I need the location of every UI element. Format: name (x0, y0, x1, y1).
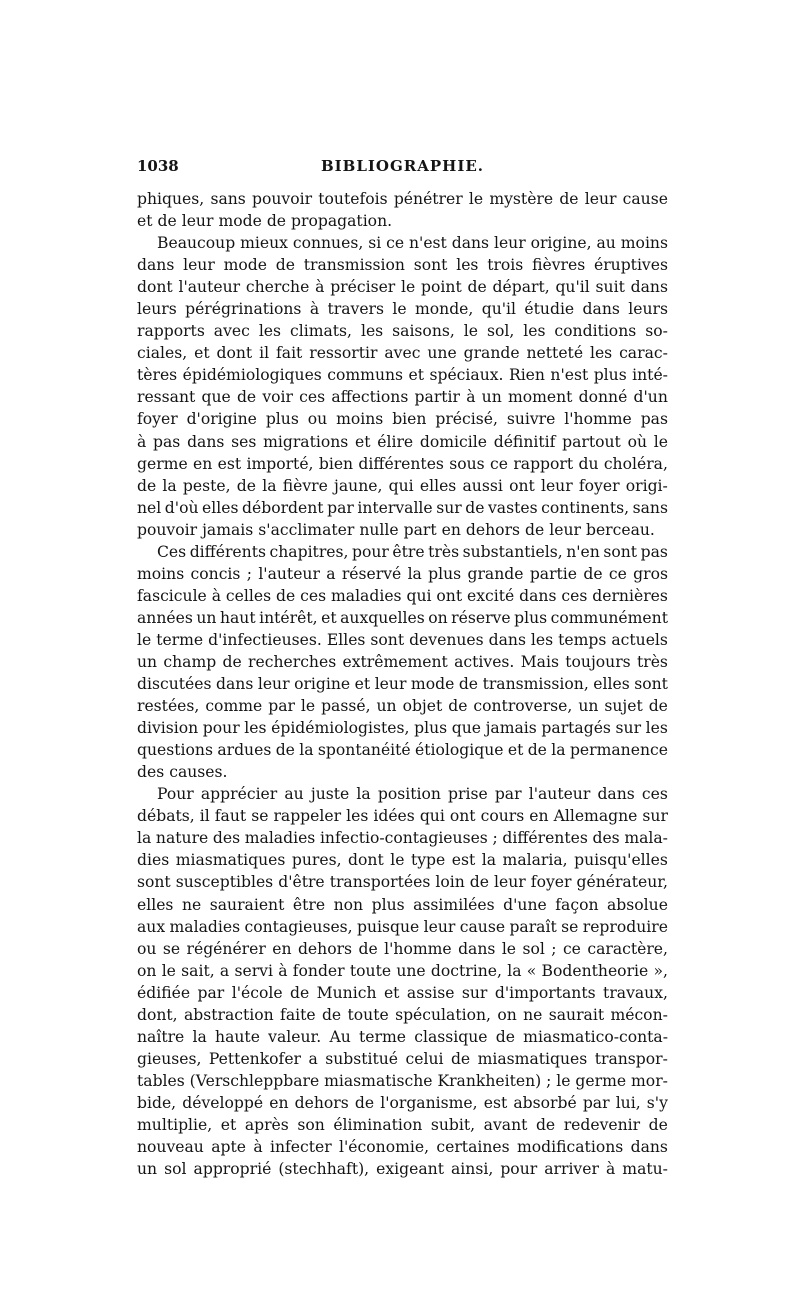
text-line: germe en est importé, bien différentes sous ce rapport du choléra, (137, 454, 668, 473)
text-line: Beaucoup mieux connues, si ce n'est dans leur origine, au moins (157, 234, 668, 253)
text-line: un sol approprié (stechhaft), exigeant ainsi, pour arriver à matu- (137, 1160, 668, 1179)
text-line: un champ de recherches extrêmement actives. Mais toujours très (137, 652, 668, 671)
page-header (137, 157, 668, 179)
text-line: sont susceptibles d'être transportées loin de leur foyer générateur, (137, 873, 668, 892)
text-line: dont l'auteur cherche à préciser le point de départ, qu'il suit dans (137, 278, 668, 297)
running-title: BIBLIOGRAPHIE. (320, 157, 485, 175)
text-line: moins concis ; l'auteur a réservé la plus grande partie de ce gros (137, 564, 668, 583)
text-line: discutées dans leur origine et leur mode de transmission, elles sont (137, 675, 668, 694)
body-text (137, 188, 668, 1180)
text-line: aux maladies contagieuses, puisque leur cause paraît se reproduire (137, 917, 668, 936)
text-line: pouvoir jamais s'acclimater nulle part en dehors de leur berceau. (137, 520, 655, 539)
text-line: nouveau apte à infecter l'économie, certaines modifications dans (137, 1138, 668, 1157)
text-line: ciales, et dont il fait ressortir avec une grande netteté les carac- (137, 344, 668, 363)
text-line: division pour les épidémiologistes, plus que jamais partagés sur les (137, 719, 668, 738)
text-line: ou se régénérer en dehors de l'homme dans le sol ; ce caractère, (137, 939, 668, 958)
text-line: on le sait, a servi à fonder toute une doctrine, la « Bodentheorie », (137, 961, 668, 980)
text-line: à pas dans ses migrations et élire domicile définitif partout où le (137, 432, 668, 451)
text-line: de la peste, de la fièvre jaune, qui elles aussi ont leur foyer origi- (137, 476, 668, 495)
text-line: fascicule à celles de ces maladies qui ont excité dans ces dernières (137, 586, 668, 605)
text-line: Ces différents chapitres, pour être très substantiels, n'en sont pas (157, 542, 668, 561)
text-line: et de leur mode de propagation. (137, 212, 393, 231)
text-line: tables (Verschleppbare miasmatische Krankheiten) ; le germe mor- (137, 1071, 668, 1090)
text-line: édifiée par l'école de Munich et assise sur d'importants travaux, (137, 983, 668, 1002)
text-line: gieuses, Pettenkofer a substitué celui de miasmatiques transpor- (137, 1049, 668, 1068)
page-number: 1038 (137, 157, 179, 175)
text-line: rapports avec les climats, les saisons, le sol, les conditions so- (137, 322, 668, 341)
text-line: elles ne sauraient être non plus assimilées d'une façon absolue (137, 895, 668, 914)
text-line: dies miasmatiques pures, dont le type est la malaria, puisqu'elles (137, 851, 668, 870)
text-line: dans leur mode de transmission sont les trois fièvres éruptives (137, 256, 668, 275)
text-line: tères épidémiologiques communs et spéciaux. Rien n'est plus inté- (137, 366, 668, 385)
text-line: nel d'où elles débordent par intervalle sur de vastes continents, sans (137, 498, 668, 517)
text-line: la nature des maladies infectio-contagieuses ; différentes des mala- (137, 829, 668, 848)
text-line: Pour apprécier au juste la position prise par l'auteur dans ces (157, 785, 668, 804)
text-line: phiques, sans pouvoir toutefois pénétrer le mystère de leur cause (137, 190, 668, 208)
text-line: bide, développé en dehors de l'organisme, est absorbé par lui, s'y (137, 1093, 668, 1112)
text-line: ressant que de voir ces affections partir à un moment donné d'un (137, 388, 668, 407)
text-line: foyer d'origine plus ou moins bien précisé, suivre l'homme pas (137, 410, 668, 429)
text-line: leurs pérégrinations à travers le monde, qu'il étudie dans leurs (137, 300, 668, 319)
text-line: années un haut intérêt, et auxquelles on réserve plus communément (137, 608, 668, 627)
text-line: naître la haute valeur. Au terme classique de miasmatico-conta- (137, 1027, 668, 1046)
text-line: multiplie, et après son élimination subit, avant de redevenir de (137, 1115, 668, 1134)
text-line: des causes. (137, 763, 228, 782)
text-line: le terme d'infectieuses. Elles sont devenues dans les temps actuels (137, 630, 668, 649)
text-line: questions ardues de la spontanéité étiologique et de la permanence (137, 741, 668, 760)
text-line: restées, comme par le passé, un objet de controverse, un sujet de (137, 697, 668, 716)
text-line: débats, il faut se rappeler les idées qui ont cours en Allemagne sur (137, 807, 668, 826)
text-line: dont, abstraction faite de toute spéculation, on ne saurait mécon- (137, 1005, 668, 1024)
